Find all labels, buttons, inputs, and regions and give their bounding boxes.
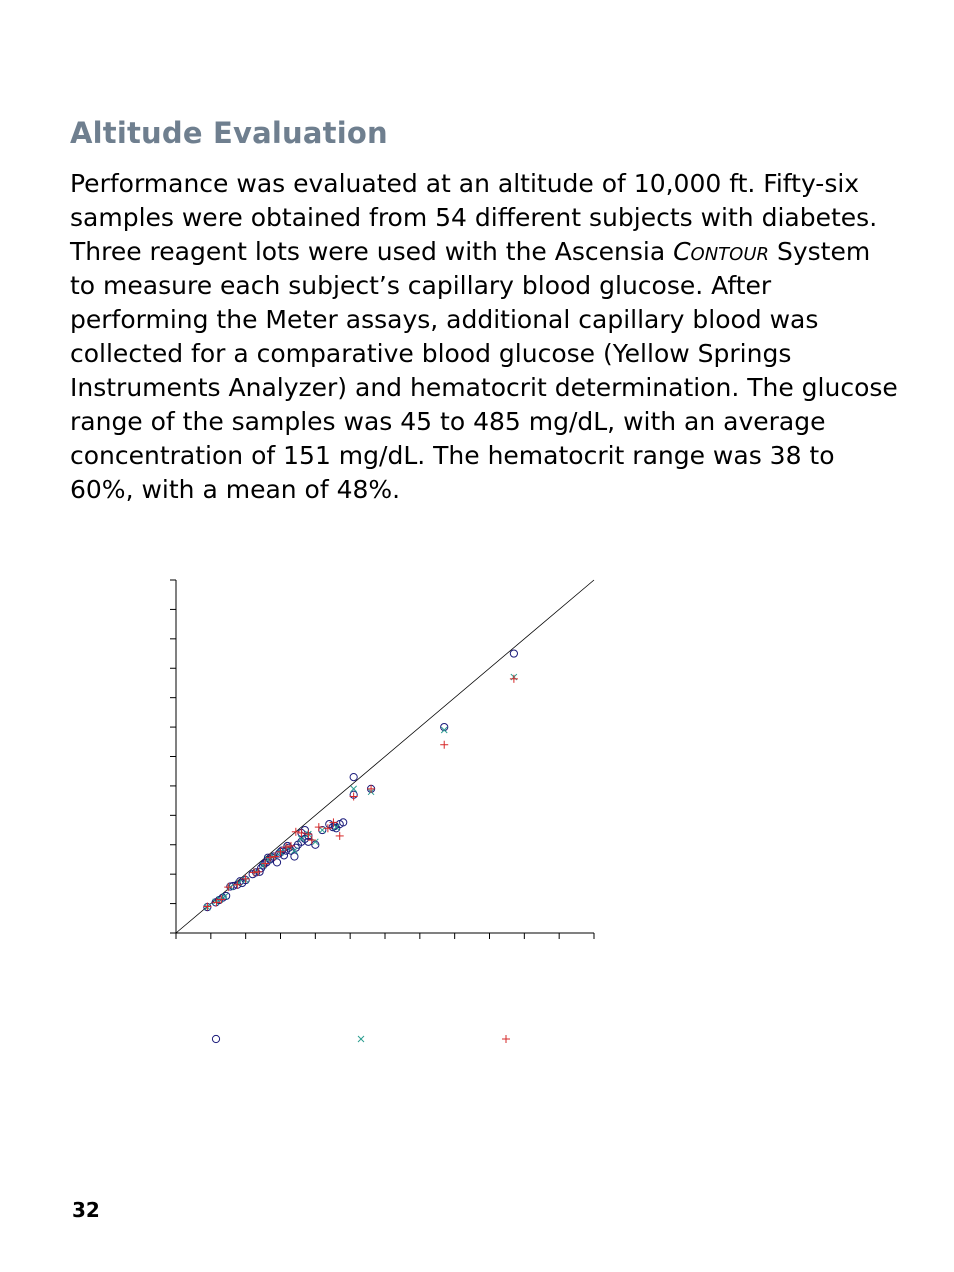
chart-legend bbox=[212, 1035, 510, 1043]
circle-marker bbox=[350, 773, 357, 780]
page-number: 32 bbox=[72, 1198, 100, 1222]
plus-marker bbox=[336, 832, 344, 840]
circle-marker bbox=[510, 650, 517, 657]
chart-points bbox=[203, 650, 518, 911]
circle-marker bbox=[212, 1035, 219, 1042]
paragraph-text-part1: Performance was evaluated at an altitude of 10,000 ft. Fifty-six samples were obtained from 54 different subjects with diabetes. Three reagent lots were used with the Ascensia bbox=[70, 169, 878, 266]
identity-line bbox=[176, 580, 594, 933]
plus-marker bbox=[440, 741, 448, 749]
x-marker bbox=[358, 1036, 364, 1042]
paragraph-text-part2: System to measure each subject’s capillary blood glucose. After performing the Meter assays, additional capillary blood was collected for a comparative blood glucose (Yellow Springs Instruments Analyzer) and hematocrit determination. The glucose range of the samples was 45 to 485 mg/dL, with an average concentration of 151 mg/dL. The hematocrit range was 38 to 60%, with a mean of 48%. bbox=[70, 237, 898, 504]
section-heading: Altitude Evaluation bbox=[70, 116, 388, 150]
plus-marker bbox=[510, 675, 518, 683]
plus-marker bbox=[324, 824, 332, 832]
circle-marker bbox=[291, 853, 298, 860]
plus-marker bbox=[350, 793, 358, 801]
brand-name: Contour bbox=[673, 237, 770, 266]
plus-marker bbox=[502, 1035, 510, 1043]
